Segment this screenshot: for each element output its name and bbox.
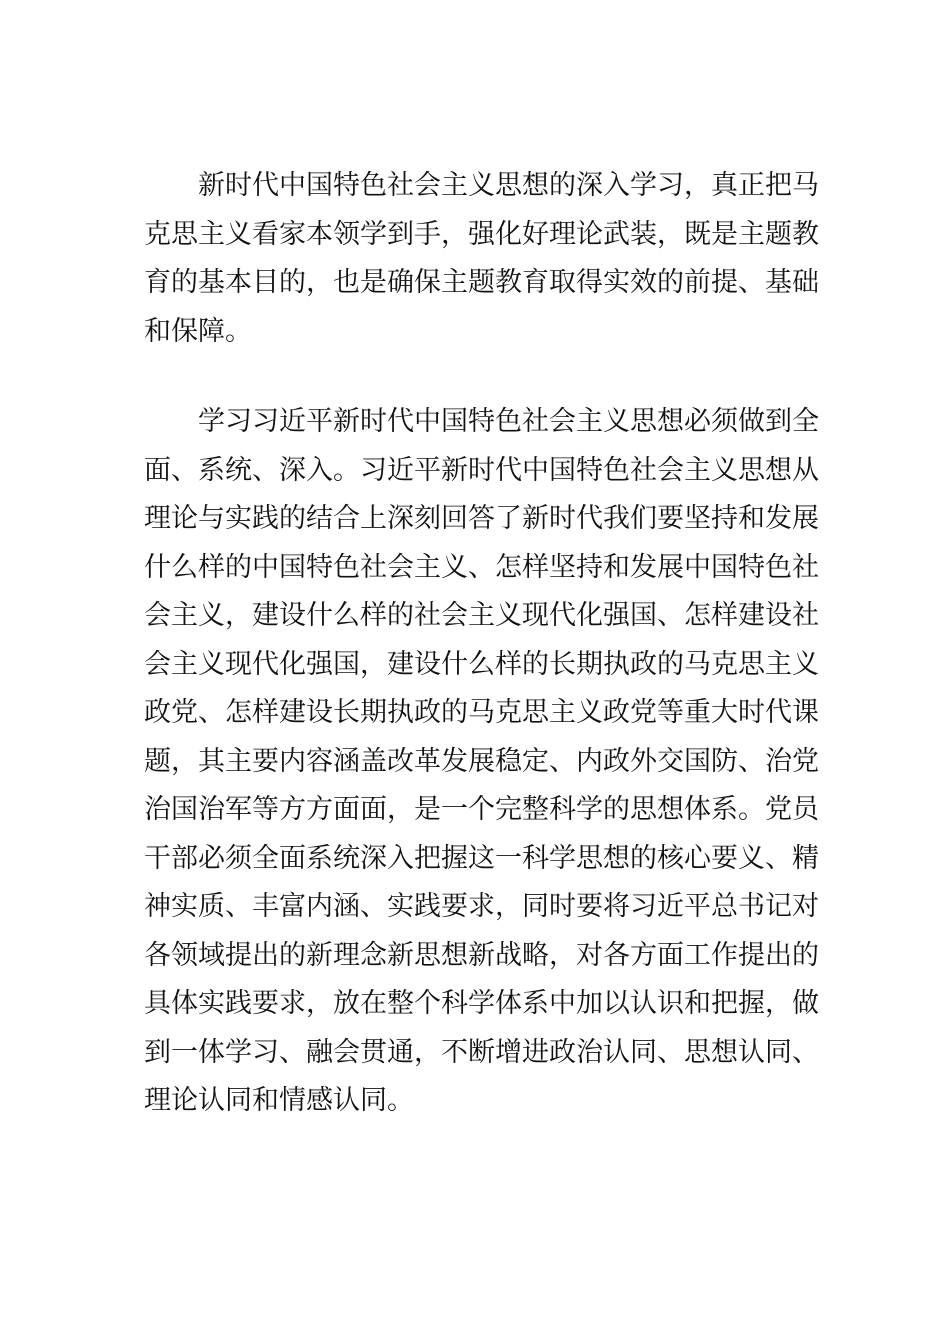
text-line: 政党、怎样建设长期执政的马克思主义政党等重大时代课 (144, 697, 819, 728)
text-line: 到一体学习、融会贯通，不断增进政治认同、思想认同、 (144, 1036, 819, 1068)
paragraph-2 (144, 398, 819, 1126)
text-line: 神实质、丰富内涵、实践要求，同时要将习近平总书记对 (144, 891, 819, 922)
text-line: 学习习近平新时代中国特色社会主义思想必须做到全 (198, 406, 819, 437)
paragraph-1 (144, 162, 819, 356)
text-line: 理论与实践的结合上深刻回答了新时代我们要坚持和发展 (144, 503, 819, 534)
text-line: 面、系统、深入。习近平新时代中国特色社会主义思想从 (144, 454, 819, 486)
text-line: 治国治军等方方面面，是一个完整科学的思想体系。党员 (144, 794, 819, 825)
text-line: 和保障。 (144, 315, 252, 347)
text-line: 什么样的中国特色社会主义、怎样坚持和发展中国特色社 (144, 551, 819, 583)
text-line: 育的基本目的，也是确保主题教育取得实效的前提、基础 (144, 267, 819, 298)
text-line: 各领域提出的新理念新思想新战略，对各方面工作提出的 (144, 939, 819, 971)
text-line: 题，其主要内容涵盖改革发展稳定、内政外交国防、治党 (144, 745, 819, 777)
text-line: 会主义，建设什么样的社会主义现代化强国、怎样建设社 (144, 600, 819, 631)
text-line: 克思主义看家本领学到手，强化好理论武装，既是主题教 (144, 218, 819, 250)
text-line: 会主义现代化强国，建设什么样的长期执政的马克思主义 (144, 648, 819, 680)
text-line: 新时代中国特色社会主义思想的深入学习，真正把马 (198, 170, 819, 201)
text-line: 干部必须全面系统深入把握这一科学思想的核心要义、精 (144, 842, 819, 874)
text-line: 理论认同和情感认同。 (144, 1085, 414, 1116)
text-line: 具体实践要求，放在整个科学体系中加以认识和把握，做 (144, 988, 819, 1019)
